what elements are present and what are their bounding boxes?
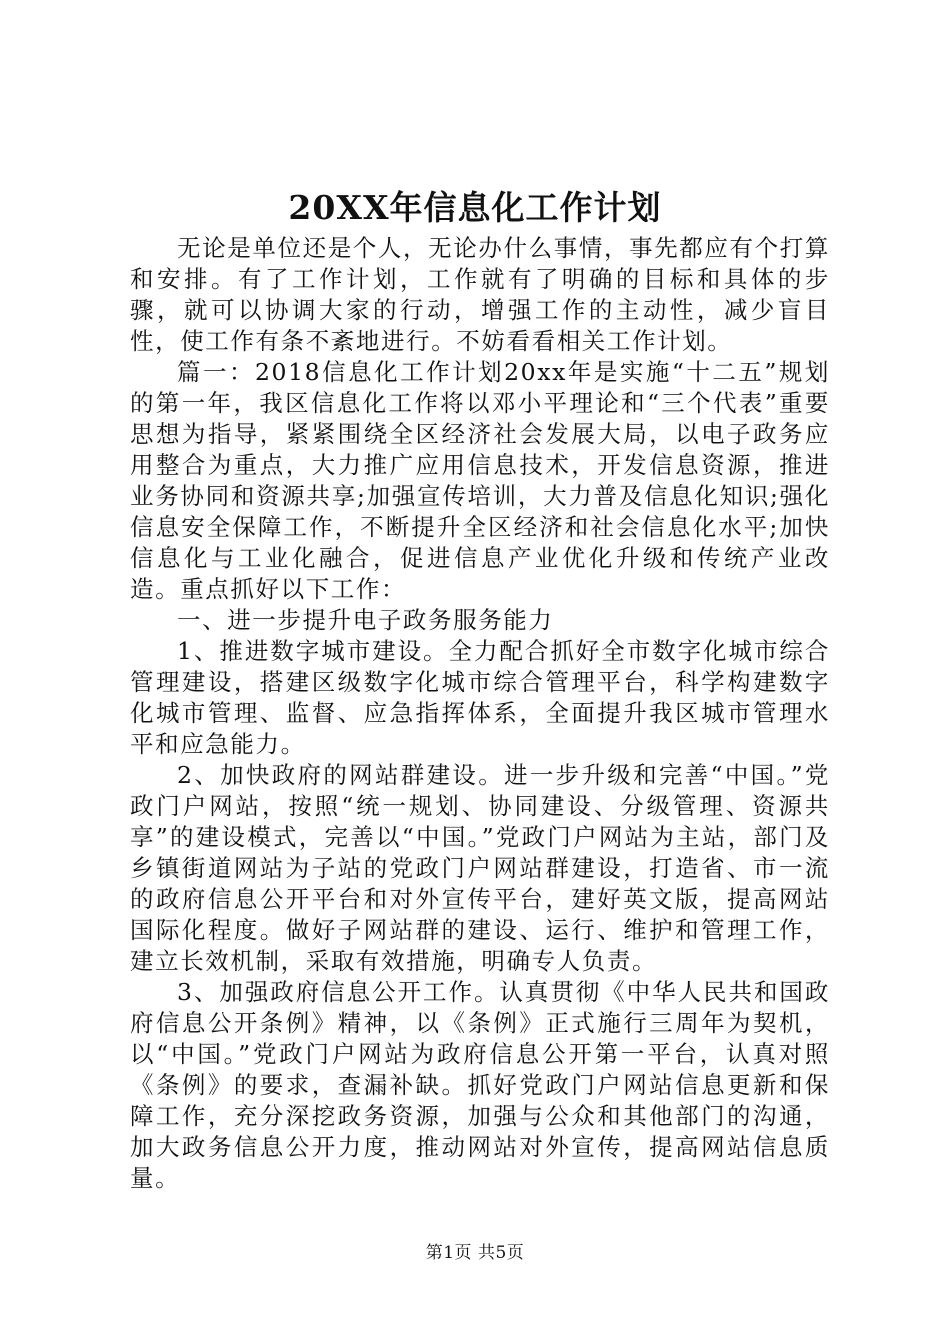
paragraph-item-3: 3、加强政府信息公开工作。认真贯彻《中华人民共和国政府信息公开条例》精神，以《条例》正式施行三周年为契机，以“中国。”党政门户网站为政府信息公开第一平台，认真对照《条例》的要求，查漏补缺。抓好党政门户网站信息更新和保障工作，充分深挖政务资源，加强与公众和其他部门的沟通，加大政务信息公开力度，推动网站对外宣传，提高网站信息质量。 [130, 978, 830, 1192]
section-heading: 一、进一步提升电子政务服务能力 [177, 606, 554, 634]
paragraph-part-one: 篇一：2018信息化工作计划20xx年是实施“十二五”规划的第一年，我区信息化工作将以邓小平理论和“三个代表”重要思想为指导，紧紧围绕全区经济社会发展大局，以电子政务应用整合为重点，大力推广应用信息技术，开发信息资源，推进业务协同和资源共享;加强宣传培训，大力普及信息化知识;强化信息安全保障工作，不断提升全区经济和社会信息化水平;加快信息化与工业化融合，促进信息产业优化升级和传统产业改造。重点抓好以下工作： [130, 358, 830, 603]
paragraph-item-2: 2、加快政府的网站群建设。进一步升级和完善“中国。”党政门户网站，按照“统一规划、协同建设、分级管理、资源共享”的建设模式，完善以“中国。”党政门户网站为主站，部门及乡镇街道网站为子站的党政门户网站群建设，打造省、市一流的政府信息公开平台和对外宣传平台，建好英文版，提高网站国际化程度。做好子网站群的建设、运行、维护和管理工作，建立长效机制，采取有效措施，明确专人负责。 [130, 761, 830, 975]
paragraph-item-1: 1、推进数字城市建设。全力配合抓好全市数字化城市综合管理建设，搭建区级数字化城市综合管理平台，科学构建数字化城市管理、监督、应急指挥体系，全面提升我区城市管理水平和应急能力。 [130, 637, 830, 758]
page-footer: 第1页 共5页 [425, 1243, 525, 1263]
document-title: 20XX年信息化工作计划 [288, 188, 662, 227]
paragraph-intro: 无论是单位还是个人，无论办什么事情，事先都应有个打算和安排。有了工作计划，工作就有了明确的目标和具体的步骤，就可以协调大家的行动，增强工作的主动性，减少盲目性，使工作有条不紊地进行。不妨看看相关工作计划。 [130, 234, 830, 355]
document-body [130, 233, 830, 1194]
